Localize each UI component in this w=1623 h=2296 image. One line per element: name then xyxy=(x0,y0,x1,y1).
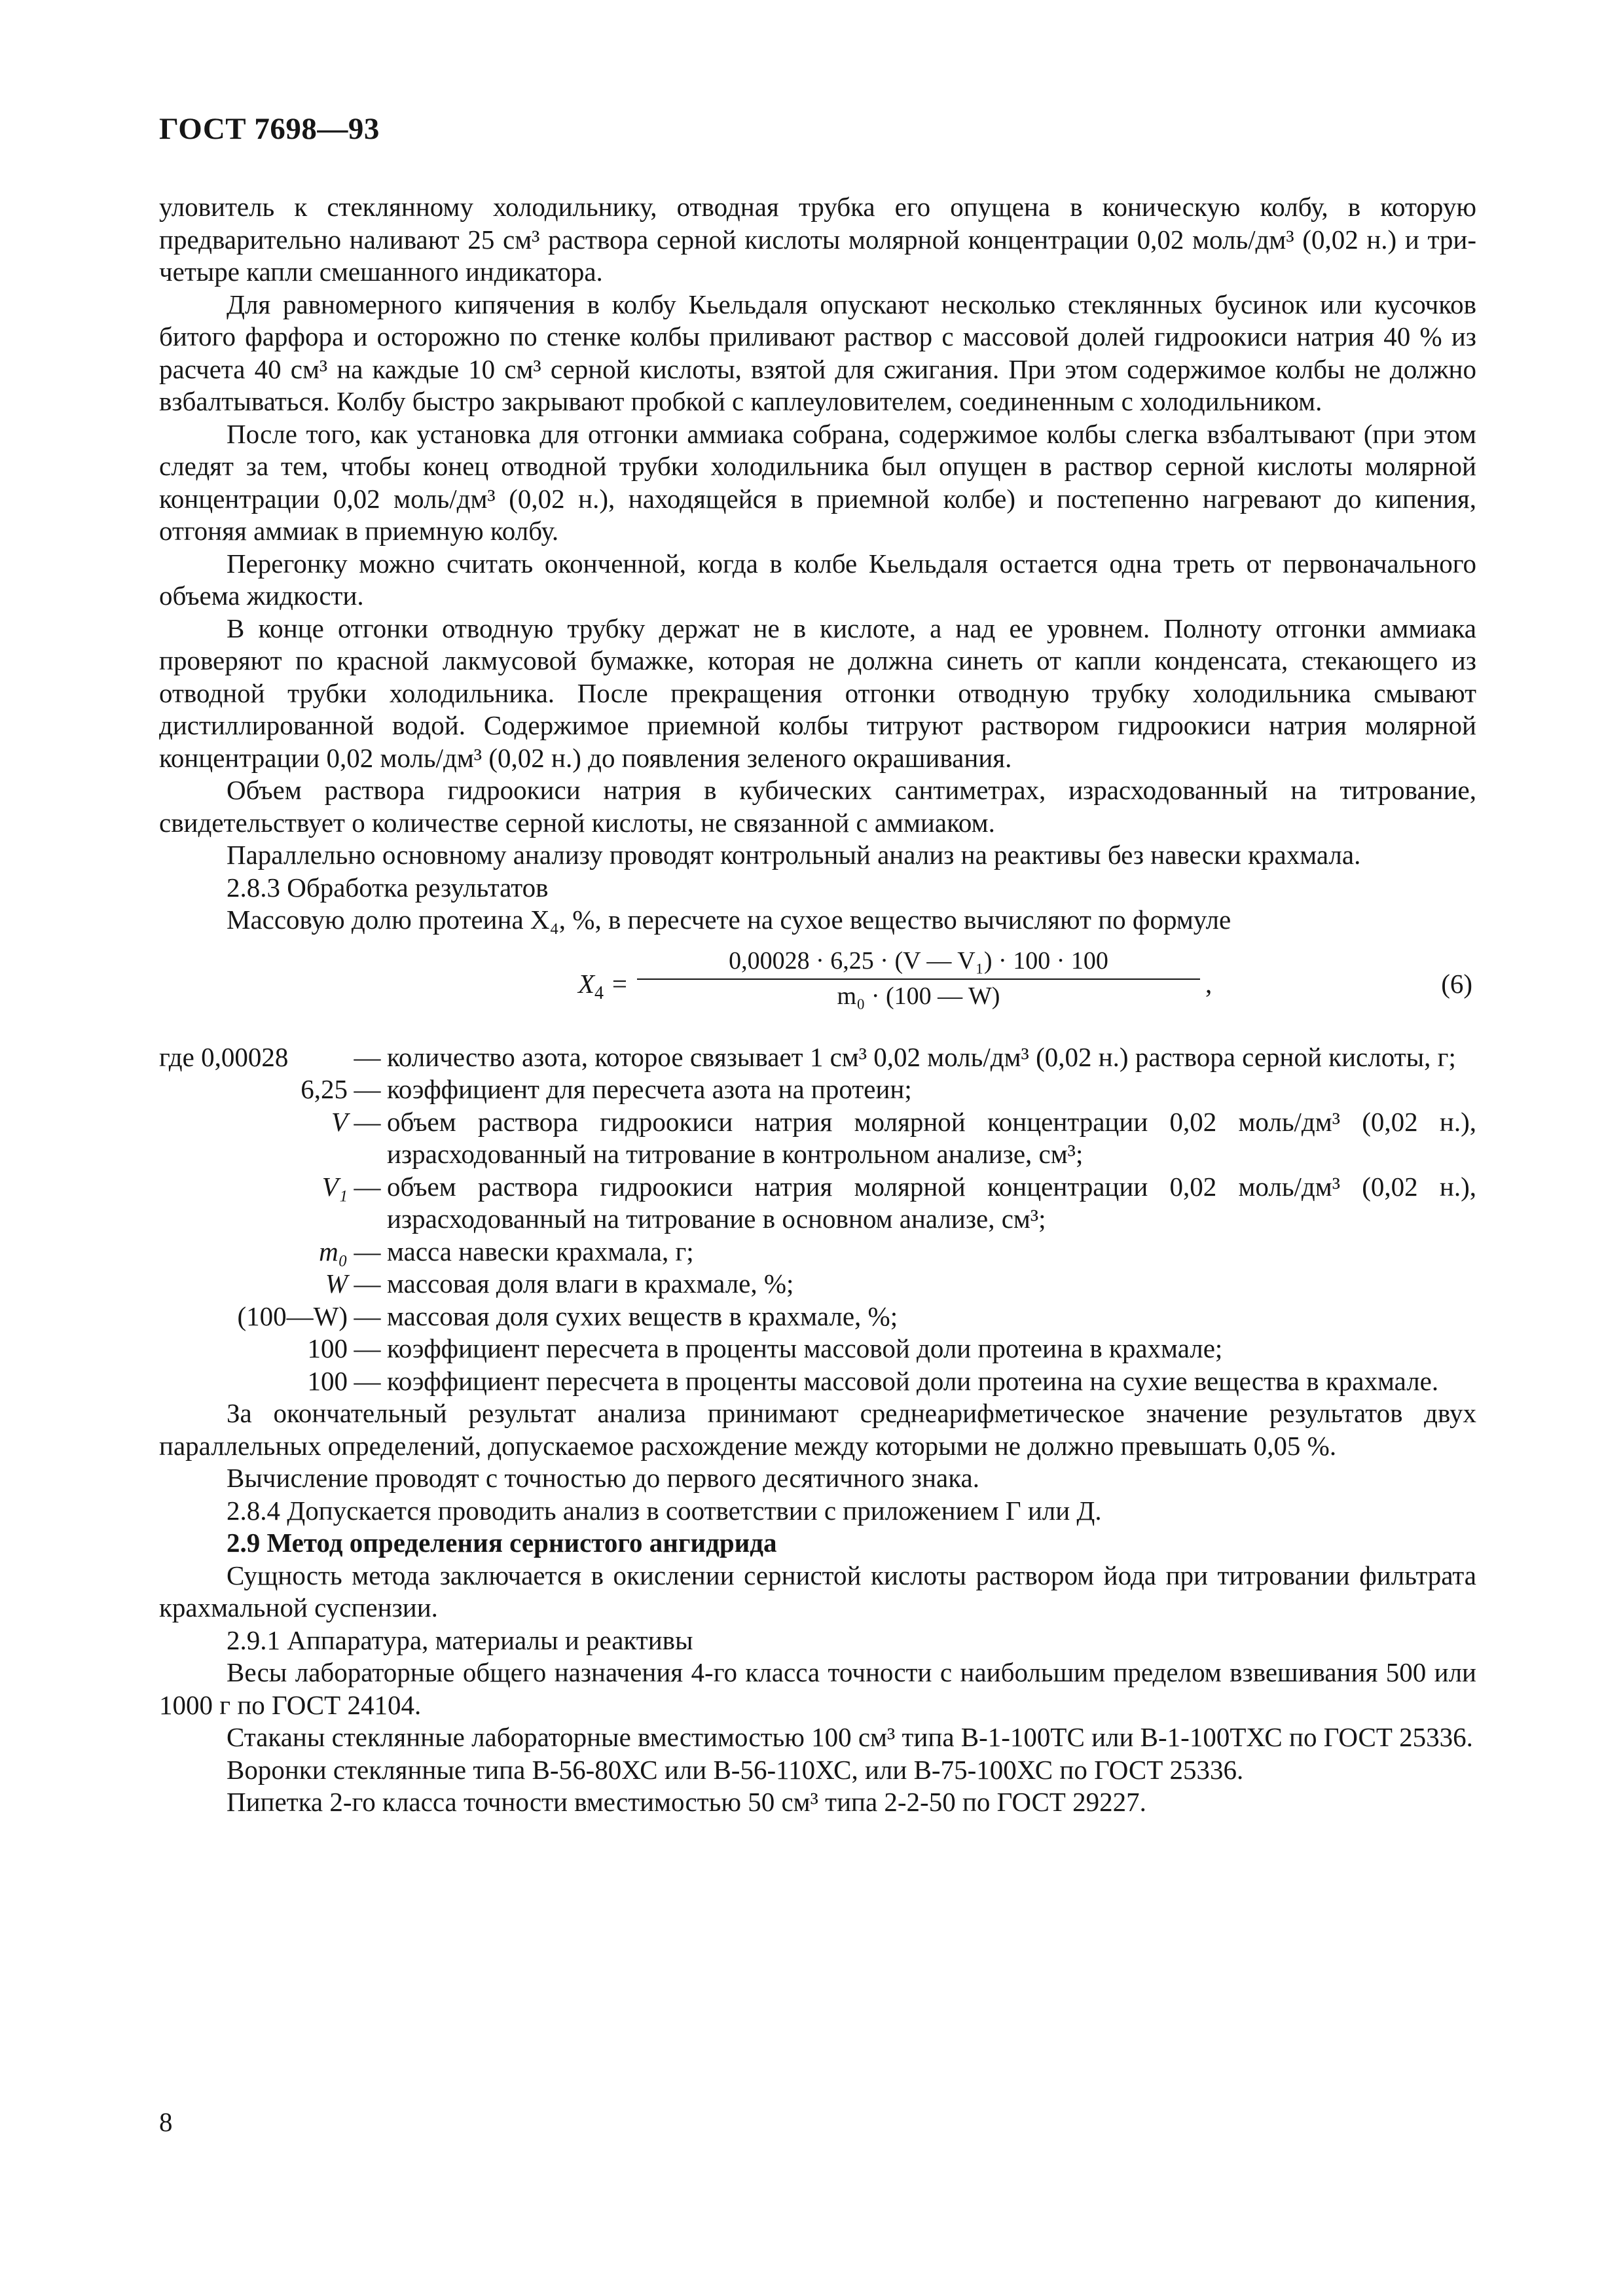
paragraph: уловитель к стеклянному холодильнику, отводная трубка его опущена в коническую колбу, в которую предварительно наливают 25 см³ раствора серной кислоты молярной концентрации 0,02 моль/дм³ (0,02 н.) и три-четыре капли смешанного индикатора. xyxy=(159,192,1476,287)
paragraph: В конце отгонки отводную трубку держат не в кислоте, а над ее уровнем. Полноту отгонки аммиака проверяют по красной лакмусовой бумажке, которая не должна синеть от капли конденсата, стекающего из отводной трубки холодильника. После прекращения отгонки отводную трубку холодильника смывают дистиллированной водой. Содержимое приемной колбы титруют раствором гидроокиси натрия молярной концентрации 0,02 моль/дм³ (0,02 н.) до появления зеленого окрашивания. xyxy=(159,613,1476,773)
paragraph: 2.9.1 Аппаратура, материалы и реактивы xyxy=(227,1624,693,1655)
definition-dash: — xyxy=(354,1333,381,1363)
definition-row xyxy=(159,1333,1476,1365)
paragraph: Весы лабораторные общего назначения 4-го класса точности с наибольшим пределом взвешивания 500 или 1000 г по ГОСТ 24104. xyxy=(159,1657,1476,1720)
paragraph-group-b xyxy=(159,1397,1476,1819)
definition-dash: — xyxy=(354,1365,381,1396)
definition-row xyxy=(159,1041,1476,1074)
definition-symbol: 100 xyxy=(307,1333,348,1363)
definition-row xyxy=(159,1106,1476,1171)
definition-dash: — xyxy=(354,1106,381,1137)
definition-symbol: где 0,00028 xyxy=(159,1041,289,1072)
definition-dash: — xyxy=(354,1300,381,1331)
paragraph: Массовую долю протеина X₄, %, в пересчете на сухое вещество вычисляют по формуле xyxy=(227,905,1231,935)
definition-text: коэффициент пересчета в проценты массовой доли протеина на сухие вещества в крахмале. xyxy=(387,1365,1439,1396)
definition-text: масса навески крахмала, г; xyxy=(387,1236,694,1266)
paragraph: 2.8.3 Обработка результатов xyxy=(227,872,549,903)
paragraph: Пипетка 2-го класса точности вместимостью 50 см³ типа 2-2-50 по ГОСТ 29227. xyxy=(227,1787,1146,1817)
definition-text: объем раствора гидроокиси натрия молярной концентрации 0,02 моль/дм³ (0,02 н.), израсходованный на титрование в контрольном анализе, см³; xyxy=(387,1106,1476,1169)
definition-text: массовая доля сухих веществ в крахмале, %; xyxy=(387,1300,898,1331)
definition-row xyxy=(159,1171,1476,1236)
definition-dash: — xyxy=(354,1041,381,1072)
paragraph: Сущность метода заключается в окислении сернистой кислоты раствором йода при титровании фильтрата крахмальной суспензии. xyxy=(159,1560,1476,1623)
formula-definitions xyxy=(159,1041,1476,1398)
formula-fraction xyxy=(637,946,1200,1013)
paragraph: Вычисление проводят с точностью до первого десятичного знака. xyxy=(227,1463,979,1493)
definition-text: коэффициент пересчета в проценты массовой доли протеина в крахмале; xyxy=(387,1333,1223,1363)
formula-number: (6) xyxy=(1441,968,1472,999)
paragraph: 2.8.4 Допускается проводить анализ в соответствии с приложением Г или Д. xyxy=(227,1495,1102,1526)
definition-symbol: (100—W) xyxy=(237,1300,348,1331)
definition-row xyxy=(159,1300,1476,1333)
definition-symbol: V xyxy=(331,1106,348,1137)
definition-dash: — xyxy=(354,1268,381,1299)
formula-6 xyxy=(159,946,1476,1030)
definition-symbol: m₀ xyxy=(319,1236,348,1266)
paragraph: Стаканы стеклянные лабораторные вместимостью 100 см³ типа В-1-100ТС или В-1-100ТХС по ГОСТ 25336. xyxy=(227,1722,1473,1752)
definition-text: массовая доля влаги в крахмале, %; xyxy=(387,1268,794,1299)
page-number: 8 xyxy=(159,2107,173,2137)
definition-dash: — xyxy=(354,1074,381,1104)
paragraph: Параллельно основному анализу проводят контрольный анализ на реактивы без навески крахмала. xyxy=(227,840,1361,870)
definition-row xyxy=(159,1365,1476,1398)
body-text xyxy=(159,191,1476,1819)
paragraph: Объем раствора гидроокиси натрия в кубических сантиметрах, израсходованный на титрование, свидетельствует о количестве серной кислоты, не связанной с аммиаком. xyxy=(159,775,1476,838)
paragraph: После того, как установка для отгонки аммиака собрана, содержимое колбы слегка взбалтывают (при этом следят за тем, чтобы конец отводной трубки холодильника был опущен в раствор серной кислоты молярной концентрации 0,02 моль/дм³ (0,02 н.), находящейся в приемной колбе) и постепенно нагревают до кипения, отгоняя аммиак в приемную колбу. xyxy=(159,418,1476,546)
section-heading: 2.9 Метод определения сернистого ангидрида xyxy=(227,1528,777,1558)
definition-row xyxy=(159,1268,1476,1300)
paragraph-group-a xyxy=(159,191,1476,937)
definition-dash: — xyxy=(354,1171,381,1202)
definition-symbol: W xyxy=(325,1268,348,1299)
paragraph: Для равномерного кипячения в колбу Кьельдаля опускают несколько стеклянных бусинок или кусочков битого фарфора и осторожно по стенке колбы приливают раствор с массовой долей гидроокиси натрия 40 % из расчета 40 см³ на каждые 10 см³ серной кислоты, взятой для сжигания. При этом содержимое колбы не должно взбалтываться. Колбу быстро закрывают пробкой с каплеуловителем, соединенным с холодильником. xyxy=(159,289,1476,416)
definition-symbol: 6,25 xyxy=(301,1074,348,1104)
definition-row xyxy=(159,1236,1476,1268)
document-header: ГОСТ 7698—93 xyxy=(159,112,380,146)
formula-comma: , xyxy=(1205,968,1213,999)
definition-text: коэффициент для пересчета азота на протеин; xyxy=(387,1074,912,1104)
definition-row xyxy=(159,1073,1476,1106)
formula-lhs: $X_4$ = xyxy=(578,968,629,1003)
definition-text: количество азота, которое связывает 1 см³ 0,02 моль/дм³ (0,02 н.) раствора серной кислоты, г; xyxy=(387,1041,1456,1072)
paragraph: Перегонку можно считать оконченной, когда в колбе Кьельдаля остается одна треть от первоначального объема жидкости. xyxy=(159,548,1476,611)
formula-numerator: 0,00028 · 6,25 · (V — V₁) · 100 · 100 xyxy=(637,946,1200,980)
definition-dash: — xyxy=(354,1236,381,1266)
definition-symbol: 100 xyxy=(307,1365,348,1396)
paragraph: Воронки стеклянные типа В-56-80ХС или В-56-110ХС, или В-75-100ХС по ГОСТ 25336. xyxy=(227,1754,1244,1785)
formula-denominator: m₀ · (100 — W) xyxy=(837,982,1000,1010)
paragraph: За окончательный результат анализа принимают среднеарифметическое значение результатов двух параллельных определений, допускаемое расхождение между которыми не должно превышать 0,05 %. xyxy=(159,1398,1476,1461)
definition-text: объем раствора гидроокиси натрия молярной концентрации 0,02 моль/дм³ (0,02 н.), израсходованный на титрование в основном анализе, см³; xyxy=(387,1171,1476,1234)
definition-symbol: V₁ xyxy=(321,1171,348,1202)
